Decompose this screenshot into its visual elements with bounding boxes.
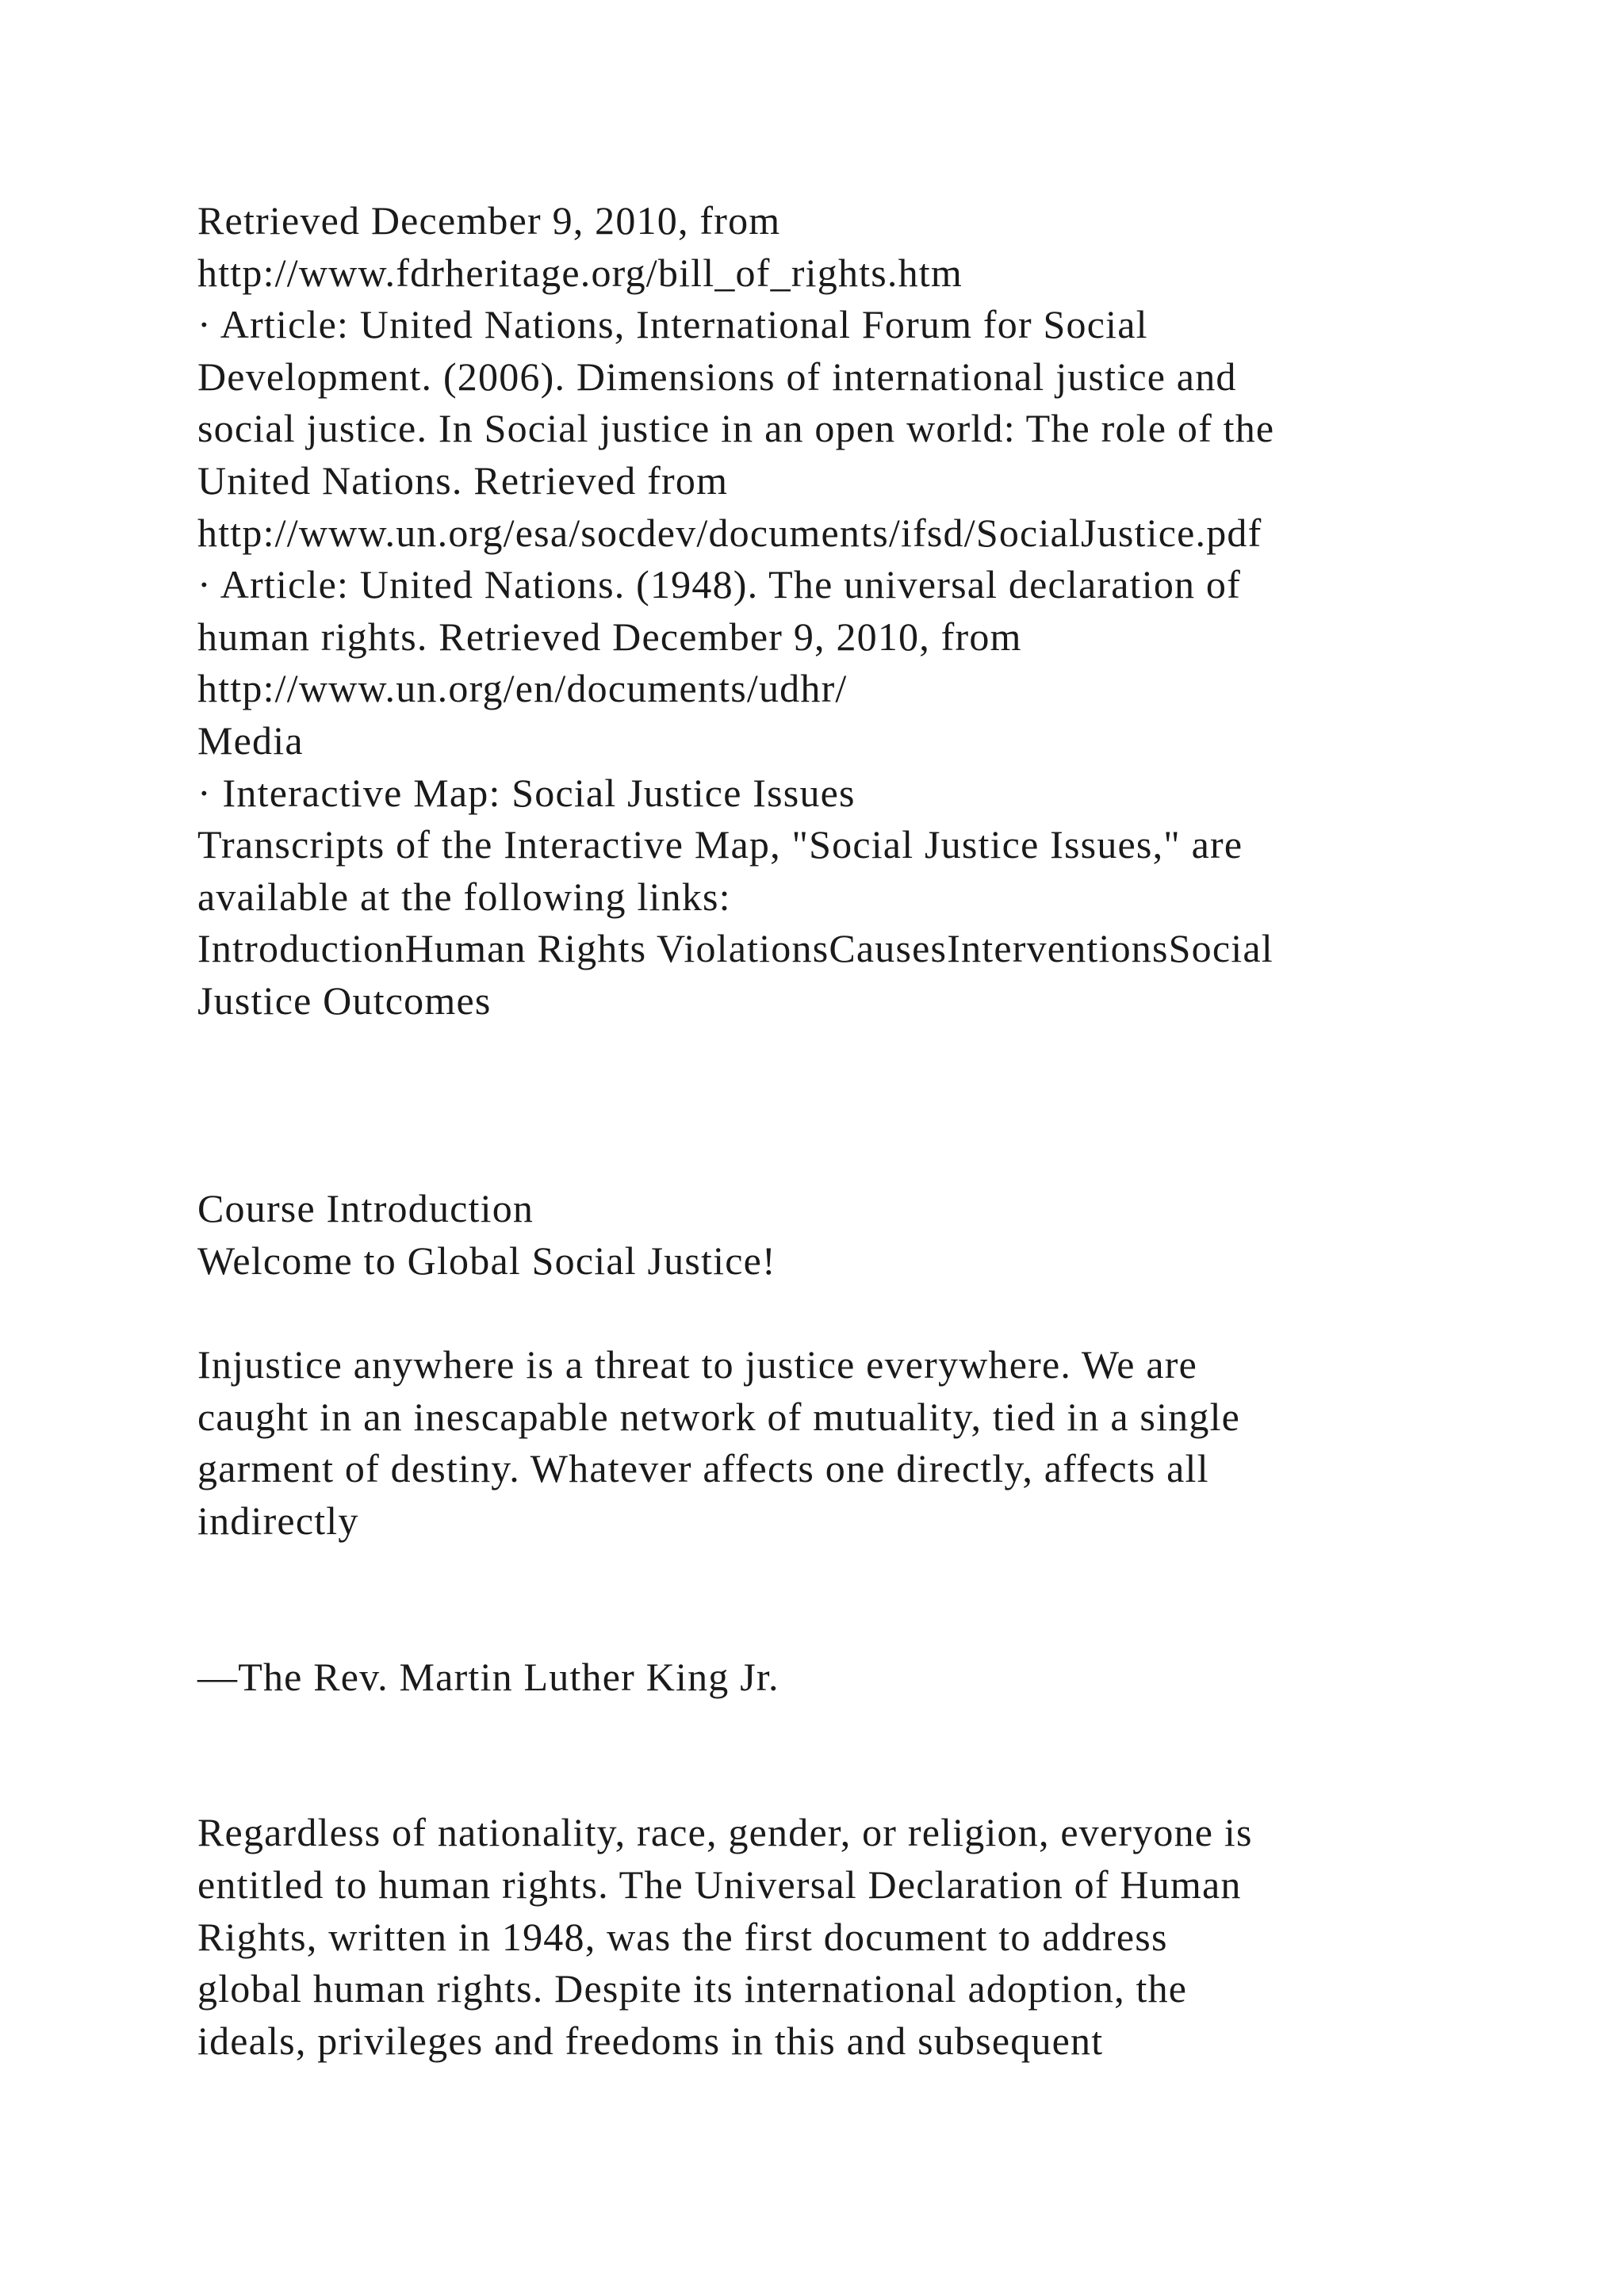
- quote-block: [197, 1339, 1514, 1547]
- reference-line: Development. (2006). Dimensions of international justice and: [197, 354, 1237, 399]
- paragraph-line: Regardless of nationality, race, gender, or religion, everyone is: [197, 1810, 1253, 1855]
- media-text: Transcripts of the Interactive Map, "Social Justice Issues," are: [197, 822, 1243, 867]
- quote-line: indirectly: [197, 1498, 359, 1543]
- quote-attribution: —The Rev. Martin Luther King Jr.: [197, 1654, 779, 1699]
- media-text: available at the following links:: [197, 874, 731, 919]
- media-item: · Interactive Map: Social Justice Issues: [197, 770, 856, 815]
- media-heading: Media: [197, 718, 304, 763]
- reference-url[interactable]: http://www.un.org/esa/socdev/documents/ifsd/SocialJustice.pdf: [197, 510, 1262, 555]
- paragraph-line: entitled to human rights. The Universal Declaration of Human: [197, 1862, 1242, 1908]
- media-section: [197, 715, 1514, 1027]
- paragraph-line: Rights, written in 1948, was the first document to address: [197, 1914, 1168, 1959]
- reference-line: United Nations. Retrieved from: [197, 457, 729, 503]
- reference-line: Retrieved December 9, 2010, from: [197, 198, 781, 243]
- quote-line: garment of destiny. Whatever affects one directly, affects all: [197, 1446, 1209, 1491]
- paragraph-line: ideals, privileges and freedoms in this and subsequent: [197, 2018, 1104, 2063]
- course-intro-section: [197, 1183, 1514, 1287]
- transcript-links[interactable]: IntroductionHuman Rights ViolationsCausesInterventionsSocial: [197, 926, 1274, 971]
- course-intro-heading: Course Introduction: [197, 1186, 534, 1231]
- document-content: [197, 195, 1514, 2067]
- spacer: [197, 1703, 1514, 1807]
- quote-line: caught in an inescapable network of mutuality, tied in a single: [197, 1394, 1241, 1439]
- references-section: [197, 195, 1514, 715]
- reference-url[interactable]: http://www.fdrheritage.org/bill_of_rights.htm: [197, 250, 963, 295]
- paragraph-line: global human rights. Despite its international adoption, the: [197, 1966, 1188, 2011]
- reference-line: · Article: United Nations, International Forum for Social: [197, 302, 1148, 347]
- reference-url[interactable]: http://www.un.org/en/documents/udhr/: [197, 666, 848, 711]
- reference-line: human rights. Retrieved December 9, 2010, from: [197, 614, 1022, 659]
- spacer: [197, 1027, 1514, 1184]
- reference-line: social justice. In Social justice in an open world: The role of the: [197, 406, 1275, 451]
- transcript-links[interactable]: Justice Outcomes: [197, 978, 492, 1023]
- body-paragraph: [197, 1807, 1514, 2067]
- spacer: [197, 1547, 1514, 1651]
- reference-line: · Article: United Nations. (1948). The universal declaration of: [197, 562, 1241, 607]
- welcome-text: Welcome to Global Social Justice!: [197, 1238, 776, 1283]
- spacer: [197, 1287, 1514, 1339]
- quote-line: Injustice anywhere is a threat to justice everywhere. We are: [197, 1342, 1197, 1387]
